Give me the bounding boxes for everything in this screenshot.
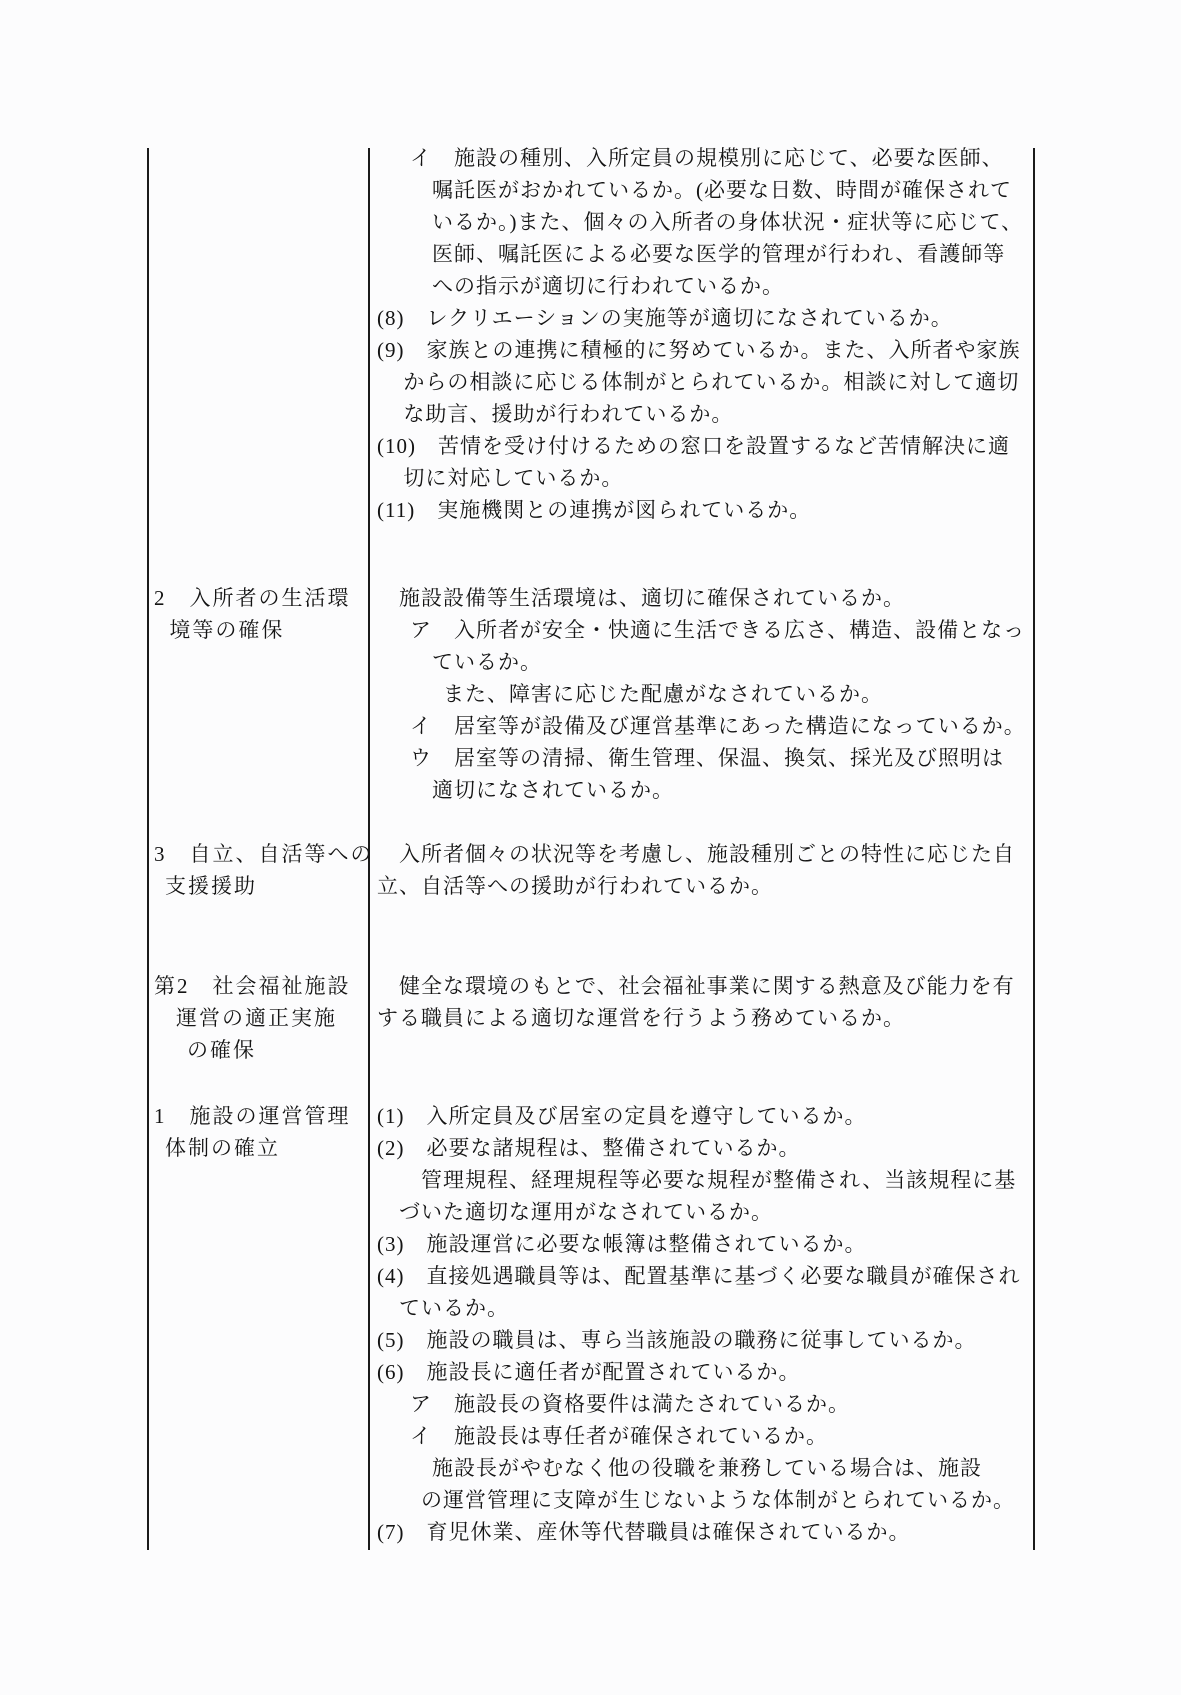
text-line: (10) 苦情を受け付けるための窓口を設置するなど苦情解決に適	[377, 434, 1010, 458]
text-line: な助言、援助が行われているか。	[403, 402, 734, 426]
text-line: (5) 施設の職員は、専ら当該施設の職務に従事しているか。	[377, 1328, 977, 1352]
text-line: ているか。	[399, 1296, 509, 1320]
row-content-cell	[369, 1100, 1181, 1548]
text-line: 適切になされているか。	[432, 778, 674, 802]
heading-line: 2 入所者の生活環	[154, 586, 351, 610]
table-row	[0, 582, 1181, 806]
row-heading-cell	[0, 970, 369, 1066]
table-row	[0, 1100, 1181, 1548]
text-line: 嘱託医がおかれているか。(必要な日数、時間が確保されて	[432, 178, 1012, 202]
table-row	[0, 838, 1181, 902]
text-line: (9) 家族との連携に積極的に努めているか。また、入所者や家族	[377, 338, 1021, 362]
text-line: イ 施設の種別、入所定員の規模別に応じて、必要な医師、	[410, 146, 1004, 170]
row-heading-cell	[0, 1100, 369, 1164]
text-line: 入所者個々の状況等を考慮し、施設種別ごとの特性に応じた自	[399, 842, 1015, 866]
text-line: イ 居室等が設備及び運営基準にあった構造になっているか。	[410, 714, 1026, 738]
row-content-cell	[369, 970, 1181, 1034]
heading-line: の確保	[187, 1038, 256, 1062]
text-line: づいた適切な運用がなされているか。	[399, 1200, 773, 1224]
text-line: (1) 入所定員及び居室の定員を遵守しているか。	[377, 1104, 867, 1128]
text-line: (6) 施設長に適任者が配置されているか。	[377, 1360, 801, 1384]
row-heading-cell	[0, 582, 369, 646]
heading-line: 運営の適正実施	[176, 1006, 337, 1030]
text-line: (8) レクリエーションの実施等が適切になされているか。	[377, 306, 953, 330]
text-line: イ 施設長は専任者が確保されているか。	[410, 1424, 828, 1448]
text-line: 施設設備等生活環境は、適切に確保されているか。	[399, 586, 905, 610]
heading-line: 支援援助	[165, 874, 257, 898]
text-line: (2) 必要な諸規程は、整備されているか。	[377, 1136, 801, 1160]
row-heading-cell	[0, 838, 374, 902]
text-line: (11) 実施機関との連携が図られているか。	[377, 498, 812, 522]
row-content-cell	[369, 582, 1181, 806]
text-line: ウ 居室等の清掃、衛生管理、保温、換気、採光及び照明は	[410, 746, 1004, 770]
text-line: (7) 育児休業、産休等代替職員は確保されているか。	[377, 1520, 911, 1544]
text-line: いるか。)また、個々の入所者の身体状況・症状等に応じて、	[432, 210, 1024, 234]
heading-line: 1 施設の運営管理	[154, 1104, 351, 1128]
heading-line: 境等の確保	[169, 618, 285, 642]
heading-line: 体制の確立	[165, 1136, 280, 1160]
text-line: からの相談に応じる体制がとられているか。相談に対して適切	[403, 370, 1020, 394]
text-line: ア 施設長の資格要件は満たされているか。	[410, 1392, 850, 1416]
text-line: への指示が適切に行われているか。	[432, 274, 784, 298]
row-content-cell	[369, 838, 1181, 902]
text-line: 健全な環境のもとで、社会福祉事業に関する熱意及び能力を有	[399, 974, 1015, 998]
row-content-cell	[369, 142, 1181, 526]
text-line: ア 入所者が安全・快適に生活できる広さ、構造、設備となっ	[410, 618, 1026, 642]
text-line: (4) 直接処遇職員等は、配置基準に基づく必要な職員が確保され	[377, 1264, 1021, 1288]
text-line: 管理規程、経理規程等必要な規程が整備され、当該規程に基	[421, 1168, 1017, 1192]
text-line: (3) 施設運営に必要な帳簿は整備されているか。	[377, 1232, 867, 1256]
table-row	[0, 970, 1181, 1066]
text-line: 切に対応しているか。	[403, 466, 624, 490]
text-line: する職員による適切な運営を行うよう務めているか。	[377, 1006, 905, 1030]
text-line: 立、自活等への援助が行われているか。	[377, 874, 773, 898]
heading-line: 第2 社会福祉施設	[154, 974, 351, 998]
text-line: また、障害に応じた配慮がなされているか。	[443, 682, 883, 706]
text-line: の運営管理に支障が生じないような体制がとられているか。	[421, 1488, 1015, 1512]
text-line: 医師、嘱託医による必要な医学的管理が行われ、看護師等	[432, 242, 1006, 266]
heading-line: 3 自立、自活等への	[154, 842, 374, 866]
text-line: ているか。	[432, 650, 542, 674]
text-line: 施設長がやむなく他の役職を兼務している場合は、施設	[432, 1456, 982, 1480]
table-row	[0, 142, 1181, 526]
inspection-table	[0, 142, 1181, 1548]
